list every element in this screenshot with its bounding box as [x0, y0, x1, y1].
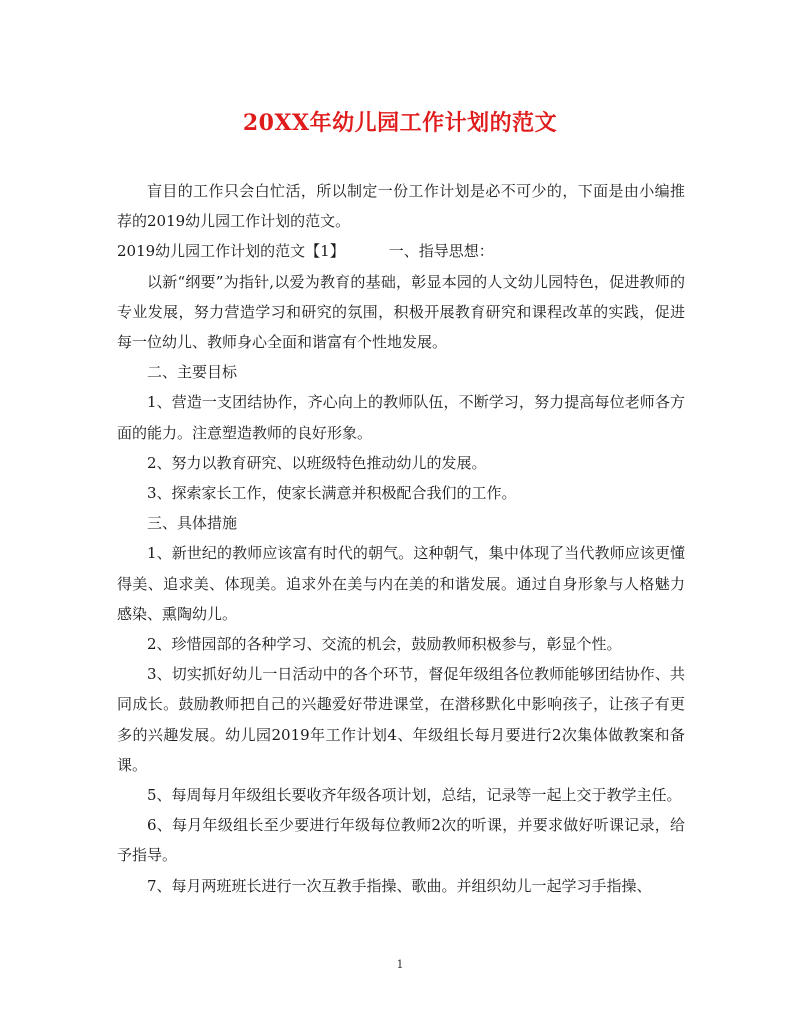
heading-main-goals: 二、主要目标 — [147, 363, 238, 382]
paragraph-goal-1: 1、营造一支团结协作，齐心向上的教师队伍，不断学习，努力提高每位老师各方面的能力。注意塑造教师的良好形象。 — [117, 393, 685, 442]
document-title: 20XX年幼儿园工作计划的范文 — [242, 110, 558, 136]
document-body — [117, 176, 685, 901]
paragraph-measure-3: 3、切实抓好幼儿一日活动中的各个环节，督促年级组各位教师能够团结协作、共同成长。鼓励教师把自己的兴趣爱好带进课堂，在潜移默化中影响孩子，让孩子有更多的兴趣发展。幼儿园2019年工作计划4、年级组长每月要进行2次集体做教案和备课。 — [117, 665, 685, 774]
paragraph-guiding-thought: 以新“纲要”为指针,以爱为教育的基础，彰显本园的人文幼儿园特色，促进教师的专业发展，努力营造学习和研究的氛围，积极开展教育研究和课程改革的实践，促进每一位幼儿、教师身心全面和谐富有个性地发展。 — [117, 272, 685, 352]
paragraph-measure-2: 2、珍惜园部的各种学习、交流的机会，鼓励教师积极参与，彰显个性。 — [147, 635, 622, 654]
paragraph-intro: 盲目的工作只会白忙活，所以制定一份工作计划是必不可少的，下面是由小编推荐的2019幼儿园工作计划的范文。 — [117, 182, 685, 231]
section-subheading: 一、指导思想： — [388, 242, 494, 261]
paragraph-measure-1: 1、新世纪的教师应该富有时代的朝气。这种朝气，集中体现了当代教师应该更懂得美、追求美、体现美。追求外在美与内在美的和谐发展。通过自身形象与人格魅力感染、熏陶幼儿。 — [117, 544, 685, 623]
paragraph-measure-5: 5、每周每月年级组长要收齐年级各项计划，总结，记录等一起上交于教学主任。 — [147, 786, 682, 805]
section-title: 2019幼儿园工作计划的范文【1】 — [117, 242, 345, 261]
section-heading-line — [117, 236, 685, 266]
page-number: 1 — [396, 958, 404, 971]
paragraph-measure-6: 6、每月年级组长至少要进行年级每位教师2次的听课，并要求做好听课记录，给予指导。 — [117, 816, 685, 865]
paragraph-goal-3: 3、探索家长工作，使家长满意并积极配合我们的工作。 — [147, 484, 517, 503]
heading-measures: 三、具体措施 — [147, 514, 238, 533]
paragraph-goal-2: 2、努力以教育研究、以班级特色推动幼儿的发展。 — [147, 453, 487, 472]
paragraph-measure-7: 7、每月两班班长进行一次互教手指操、歌曲。并组织幼儿一起学习手指操、 — [147, 876, 652, 895]
